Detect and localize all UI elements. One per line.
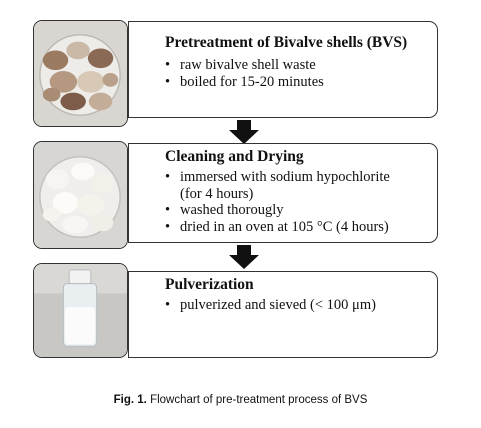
down-arrow-icon	[229, 245, 259, 269]
step-title: Cleaning and Drying	[165, 148, 304, 165]
bullet-item: • raw bivalve shell waste	[165, 57, 324, 74]
bullet-item: • dried in an oven at 105 °C (4 hours)	[165, 219, 390, 236]
bullet-item-continuation: (for 4 hours)	[180, 185, 254, 202]
step-pulverization-box	[128, 271, 438, 358]
bullet-item: • immersed with sodium hypochlorite	[165, 169, 390, 186]
raw-shells-photo	[33, 20, 128, 127]
step-title: Pulverization	[165, 276, 254, 293]
step-cleaning-box	[128, 143, 438, 243]
figure-caption	[0, 394, 481, 406]
bullet-item: • washed thorougly	[165, 202, 390, 219]
step-bullet-list	[165, 169, 390, 235]
step-bullet-list	[165, 57, 324, 90]
powder-vial-photo	[33, 263, 128, 358]
cleaned-shells-photo	[33, 141, 128, 249]
figure-label: Fig. 1.	[113, 394, 147, 406]
step-title: Pretreatment of Bivalve shells (BVS)	[165, 34, 408, 51]
down-arrow-icon	[229, 120, 259, 144]
bullet-item: • boiled for 15-20 minutes	[165, 74, 324, 91]
step-pretreatment-box	[128, 21, 438, 118]
step-bullet-list	[165, 297, 376, 314]
bullet-item: • pulverized and sieved (< 100 μm)	[165, 297, 376, 314]
figure-caption-text: Flowchart of pre-treatment process of BVS	[150, 394, 368, 406]
